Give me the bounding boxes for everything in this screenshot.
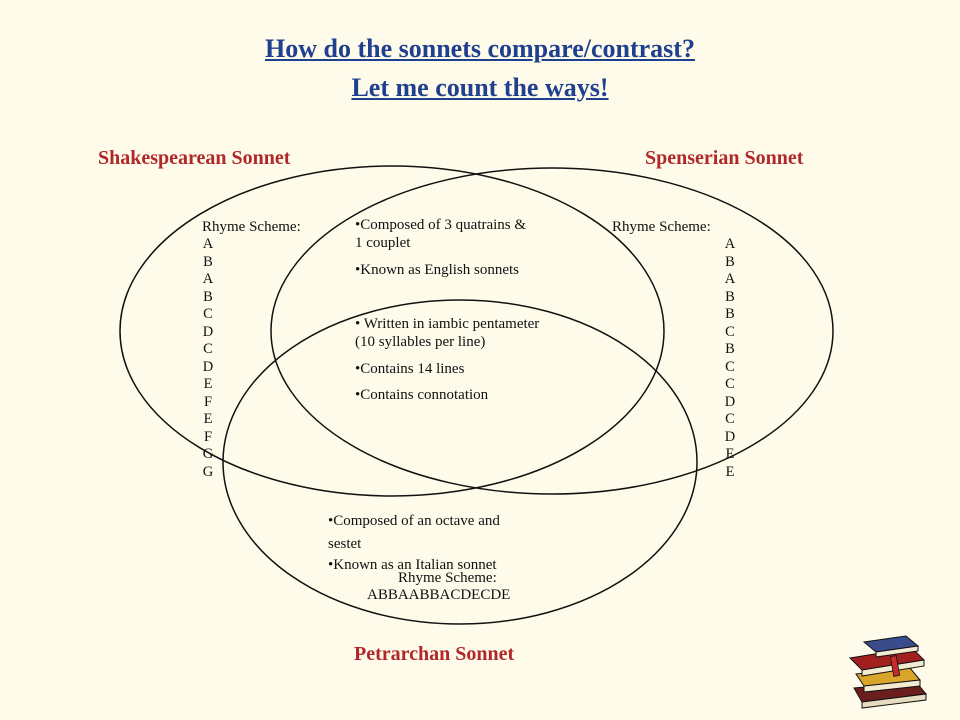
petrarchan-octave-line-2: sestet bbox=[328, 536, 362, 552]
rhyme-letter: D bbox=[724, 428, 736, 445]
petrarchan-octave-line-1: •Composed of an octave and bbox=[328, 513, 500, 529]
rhyme-letter: B bbox=[725, 341, 735, 357]
rhyme-letter: C bbox=[725, 411, 735, 427]
rhyme-letter: C bbox=[725, 358, 735, 375]
rhyme-letter: B bbox=[725, 288, 735, 305]
spenserian-rhyme-heading: Rhyme Scheme: bbox=[612, 219, 711, 235]
rhyme-letter: B bbox=[725, 253, 735, 270]
rhyme-letter: C bbox=[203, 341, 213, 357]
rhyme-letter: B bbox=[203, 288, 213, 305]
overlap-quatrains-line-1: •Composed of 3 quatrains & bbox=[355, 217, 527, 233]
title-line-2: Let me count the ways! bbox=[351, 73, 609, 102]
rhyme-letter: B bbox=[203, 253, 213, 270]
petrarchan-label: Petrarchan Sonnet bbox=[354, 643, 515, 665]
rhyme-letter: A bbox=[202, 271, 214, 287]
rhyme-letter: F bbox=[203, 428, 213, 445]
spenserian-label: Spenserian Sonnet bbox=[645, 147, 804, 169]
rhyme-letter: F bbox=[203, 393, 213, 410]
rhyme-letter: D bbox=[202, 323, 214, 340]
common-connotation: •Contains connotation bbox=[355, 387, 489, 403]
rhyme-letter: A bbox=[724, 236, 736, 252]
shakespearean-label: Shakespearean Sonnet bbox=[98, 147, 291, 169]
common-iambic-line-2: (10 syllables per line) bbox=[355, 334, 486, 350]
common-iambic-line-1: • Written in iambic pentameter bbox=[355, 316, 540, 332]
rhyme-letter: E bbox=[203, 411, 213, 427]
petrarchan-italian-sonnet: •Known as an Italian sonnet bbox=[328, 557, 497, 573]
rhyme-letter: C bbox=[725, 323, 735, 340]
petrarchan-rhyme-heading: Rhyme Scheme: bbox=[398, 570, 497, 586]
rhyme-letter: G bbox=[202, 463, 214, 480]
rhyme-letter: A bbox=[202, 236, 214, 252]
rhyme-letter: C bbox=[725, 376, 735, 392]
rhyme-letter: E bbox=[725, 463, 735, 480]
title-line-1: How do the sonnets compare/contrast? bbox=[265, 34, 695, 63]
petrarchan-rhyme-scheme: ABBAABBACDECDE bbox=[367, 587, 511, 603]
rhyme-letter: B bbox=[725, 306, 735, 322]
books-icon bbox=[840, 630, 940, 710]
rhyme-letter: C bbox=[203, 306, 213, 322]
rhyme-letter: D bbox=[202, 358, 214, 375]
spenserian-rhyme-letters bbox=[722, 236, 738, 481]
shakespearean-rhyme-letters bbox=[200, 236, 216, 481]
rhyme-letter: D bbox=[724, 393, 736, 410]
common-14-lines: •Contains 14 lines bbox=[355, 361, 465, 377]
rhyme-letter: G bbox=[202, 446, 214, 462]
shakespearean-rhyme-heading: Rhyme Scheme: bbox=[202, 219, 301, 235]
rhyme-letter: E bbox=[725, 446, 735, 462]
rhyme-letter: A bbox=[724, 271, 736, 287]
overlap-quatrains-line-2: 1 couplet bbox=[355, 235, 411, 251]
rhyme-letter: E bbox=[203, 376, 213, 392]
overlap-english-sonnets: •Known as English sonnets bbox=[355, 262, 519, 278]
